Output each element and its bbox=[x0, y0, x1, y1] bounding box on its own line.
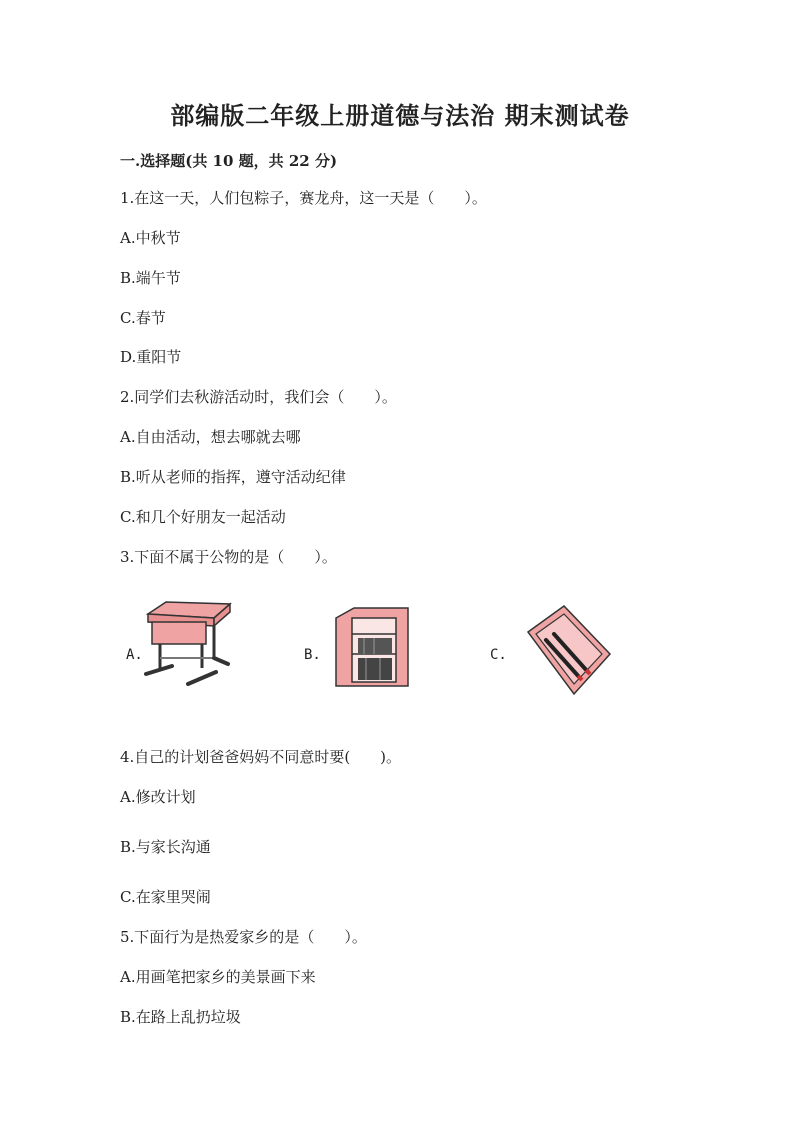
question-3-option-c-label[interactable]: C. bbox=[490, 647, 507, 663]
question-3-option-a-label[interactable]: A. bbox=[126, 647, 143, 663]
question-5-stem: 5.下面行为是热爱家乡的是（ ）。 bbox=[120, 928, 367, 946]
page-title: 部编版二年级上册道德与法治 期末测试卷 bbox=[170, 101, 630, 130]
question-1-option-d[interactable]: D.重阳节 bbox=[120, 348, 182, 366]
question-1-option-c[interactable]: C.春节 bbox=[120, 309, 166, 327]
question-2-option-c[interactable]: C.和几个好朋友一起活动 bbox=[120, 508, 286, 526]
question-4-option-c[interactable]: C.在家里哭闹 bbox=[120, 888, 211, 906]
question-2-option-b[interactable]: B.听从老师的指挥，遵守活动纪律 bbox=[120, 468, 346, 486]
question-5-option-b[interactable]: B.在路上乱扔垃圾 bbox=[120, 1008, 241, 1026]
question-4-stem: 4.自己的计划爸爸妈妈不同意时要( )。 bbox=[120, 748, 402, 766]
section-heading: 一.选择题(共 10 题，共 22 分) bbox=[120, 152, 338, 170]
question-1-option-a[interactable]: A.中秋节 bbox=[120, 229, 181, 247]
pencil-case-icon[interactable] bbox=[524, 602, 614, 698]
question-1-stem: 1.在这一天，人们包粽子，赛龙舟，这一天是（ ）。 bbox=[120, 189, 487, 207]
question-1-option-b[interactable]: B.端午节 bbox=[120, 269, 181, 287]
school-desk-icon[interactable] bbox=[138, 598, 238, 688]
question-3-stem: 3.下面不属于公物的是（ ）。 bbox=[120, 548, 337, 566]
question-4-option-a[interactable]: A.修改计划 bbox=[120, 788, 196, 806]
question-4-option-b[interactable]: B.与家长沟通 bbox=[120, 838, 211, 856]
bookshelf-icon[interactable] bbox=[330, 604, 414, 690]
question-2-option-a[interactable]: A.自由活动，想去哪就去哪 bbox=[120, 428, 301, 446]
question-5-option-a[interactable]: A.用画笔把家乡的美景画下来 bbox=[120, 968, 316, 986]
question-2-stem: 2.同学们去秋游活动时，我们会（ ）。 bbox=[120, 388, 397, 406]
question-3-option-b-label[interactable]: B. bbox=[304, 647, 321, 663]
